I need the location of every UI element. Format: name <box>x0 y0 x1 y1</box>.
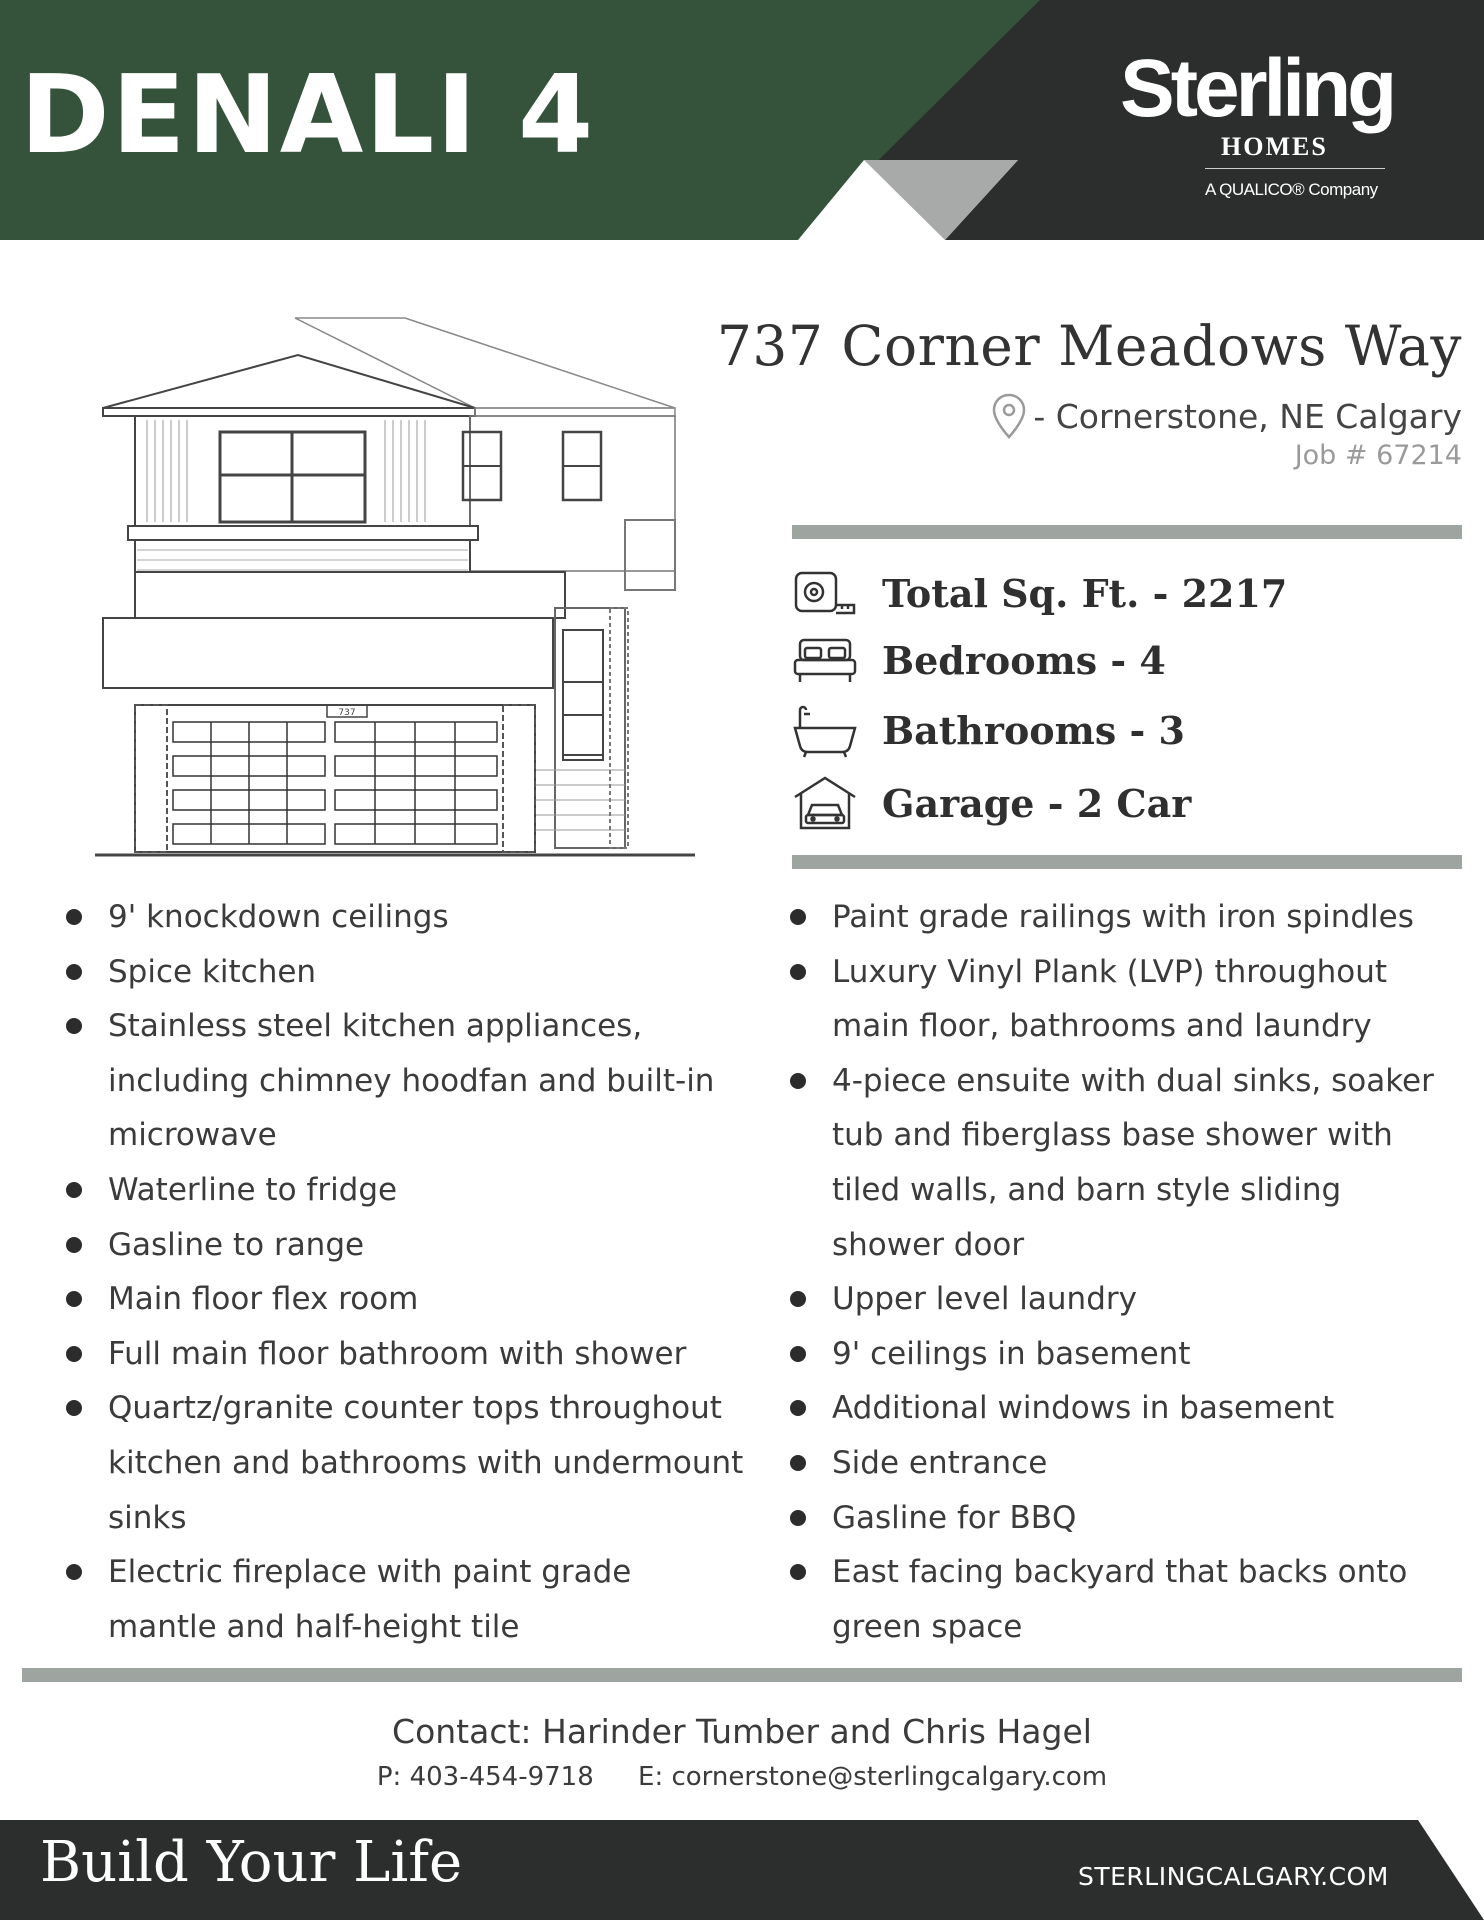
features-left <box>66 890 766 1654</box>
header-banner <box>0 0 1484 240</box>
feature-item: Additional windows in basement <box>790 1381 1450 1436</box>
feature-item: Main floor flex room <box>66 1272 766 1327</box>
job-number: Job # 67214 <box>1294 440 1462 471</box>
logo-tagline: A QUALICO® Company <box>1205 180 1378 199</box>
footer-website-link[interactable]: STERLINGCALGARY.COM <box>1078 1862 1389 1891</box>
spec-label: Bedrooms - 4 <box>882 637 1166 683</box>
feature-item: East facing backyard that backs onto green space <box>790 1545 1410 1654</box>
spec-label: Garage - 2 Car <box>882 780 1192 826</box>
contact-names: Contact: Harinder Tumber and Chris Hagel <box>392 1712 1092 1751</box>
spec-bathrooms <box>792 699 1392 761</box>
property-location <box>991 392 1462 440</box>
feature-item: Waterline to fridge <box>66 1163 766 1218</box>
spec-garage <box>792 772 1392 834</box>
contact-details <box>0 1762 1484 1792</box>
house-elevation-drawing <box>95 310 695 865</box>
spec-square-footage <box>792 562 1392 624</box>
location-text: - Cornerstone, NE Calgary <box>1033 396 1462 436</box>
spec-bedrooms <box>792 629 1392 691</box>
feature-item: Spice kitchen <box>66 945 766 1000</box>
bathtub-icon <box>792 702 858 758</box>
feature-item: Side entrance <box>790 1436 1450 1491</box>
model-name: DENALI 4 <box>20 53 596 178</box>
feature-item: Full main floor bathroom with shower <box>66 1327 766 1382</box>
features-right <box>790 890 1450 1654</box>
feature-item: Gasline for BBQ <box>790 1491 1450 1546</box>
garage-car-icon <box>792 775 858 831</box>
feature-item: Paint grade railings with iron spindles <box>790 890 1450 945</box>
logo-subtitle: HOMES <box>1221 132 1328 161</box>
divider-bottom <box>22 1668 1462 1682</box>
feature-item: Luxury Vinyl Plank (LVP) throughout main floor, bathrooms and laundry <box>790 945 1410 1054</box>
footer-tagline: Build Your Life <box>40 1830 463 1895</box>
bed-icon <box>792 632 858 688</box>
contact-phone[interactable]: P: 403-454-9718 <box>376 1762 594 1792</box>
house-number-sign: 737 <box>338 708 356 718</box>
feature-item: Stainless steel kitchen appliances, including chimney hoodfan and built-in microwave <box>66 999 756 1163</box>
feature-item: 9' knockdown ceilings <box>66 890 766 945</box>
logo-wordmark: Sterling <box>1120 43 1394 134</box>
contact-email[interactable]: E: cornerstone@sterlingcalgary.com <box>638 1762 1108 1792</box>
feature-item: 4-piece ensuite with dual sinks, soaker tub and fiberglass base shower with tiled walls, and barn style sliding shower door <box>790 1054 1435 1272</box>
divider-top <box>792 525 1462 539</box>
feature-item: Electric fireplace with paint grade mantle and half-height tile <box>66 1545 656 1654</box>
feature-item: Quartz/granite counter tops throughout kitchen and bathrooms with undermount sinks <box>66 1381 766 1545</box>
property-address: 737 Corner Meadows Way <box>716 314 1462 378</box>
feature-item: Upper level laundry <box>790 1272 1450 1327</box>
location-pin-icon <box>991 392 1027 440</box>
spec-label: Bathrooms - 3 <box>882 707 1185 753</box>
feature-item: Gasline to range <box>66 1218 766 1273</box>
spec-label: Total Sq. Ft. - 2217 <box>882 570 1288 616</box>
tape-measure-icon <box>792 565 858 621</box>
feature-item: 9' ceilings in basement <box>790 1327 1450 1382</box>
logo-divider <box>1205 168 1385 169</box>
divider-middle <box>792 855 1462 869</box>
sterling-homes-logo <box>1105 43 1445 208</box>
